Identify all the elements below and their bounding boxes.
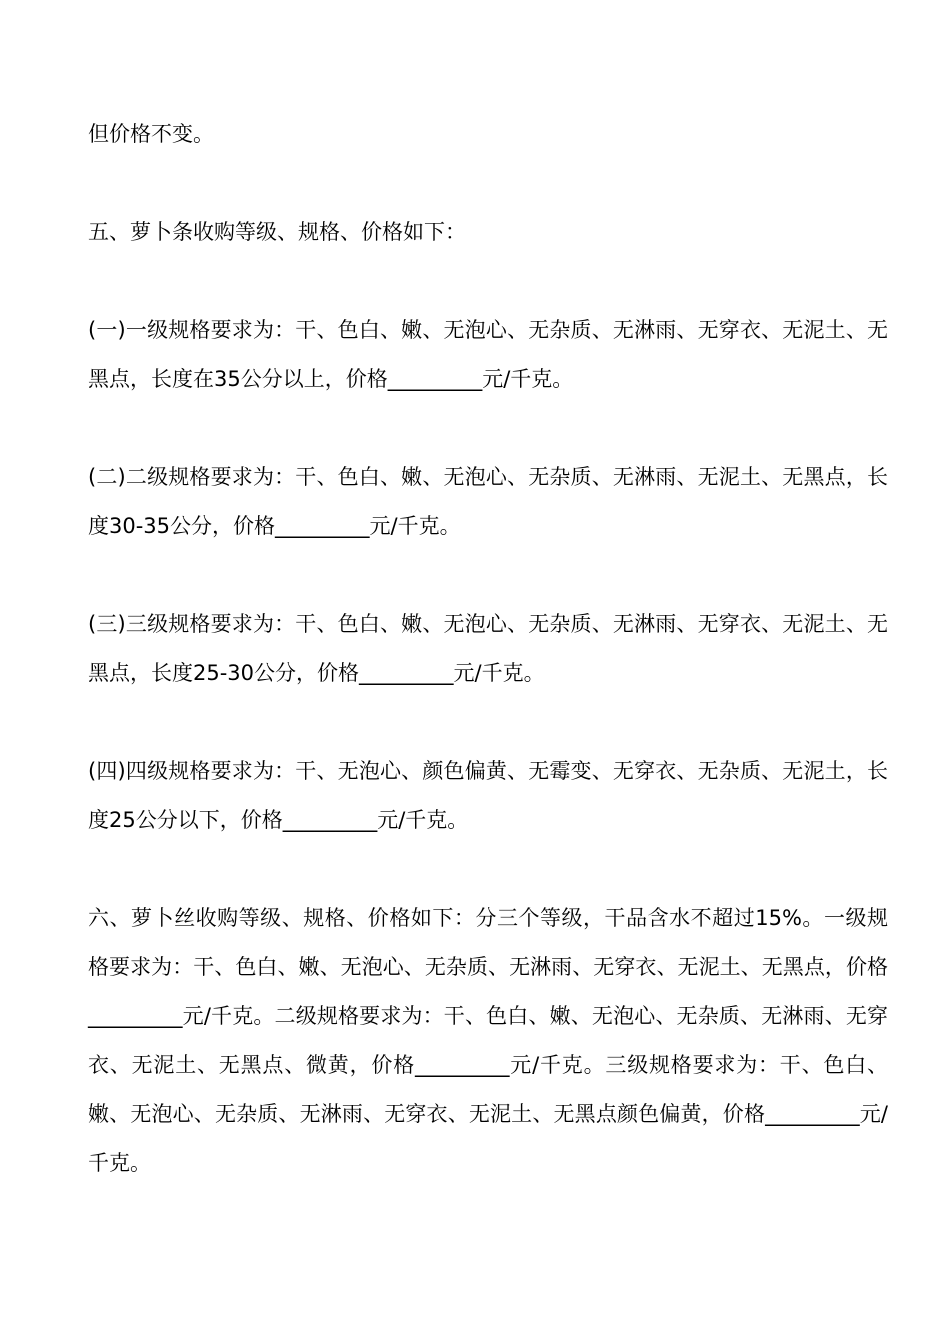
paragraph-price-unchanged: 但价格不变。 bbox=[88, 122, 214, 146]
document-page bbox=[88, 110, 888, 1188]
paragraph-section-five-heading: 五、萝卜条收购等级、规格、价格如下： bbox=[88, 220, 466, 244]
paragraph-grade-three: (三)三级规格要求为：干、色白、嫩、无泡心、无杂质、无淋雨、无穿衣、无泥土、无黑点，长度25-30公分，价格_________元/千克。 bbox=[88, 612, 888, 685]
paragraph-gap bbox=[88, 698, 888, 747]
paragraph-gap bbox=[88, 159, 888, 208]
paragraph-gap bbox=[88, 845, 888, 894]
paragraph-grade-four: (四)四级规格要求为：干、无泡心、颜色偏黄、无霉变、无穿衣、无杂质、无泥土，长度25公分以下，价格_________元/千克。 bbox=[88, 759, 888, 832]
paragraph-gap bbox=[88, 257, 888, 306]
paragraph-gap bbox=[88, 551, 888, 600]
paragraph-grade-two: (二)二级规格要求为：干、色白、嫩、无泡心、无杂质、无淋雨、无泥土、无黑点，长度30-35公分，价格_________元/千克。 bbox=[88, 465, 888, 538]
paragraph-section-six: 六、萝卜丝收购等级、规格、价格如下：分三个等级，干品含水不超过15%。一级规格要求为：干、色白、嫩、无泡心、无杂质、无淋雨、无穿衣、无泥土、无黑点，价格_________元/千克。二级规格要求为：干、色白、嫩、无泡心、无杂质、无淋雨、无穿衣、无泥土、无黑点、微黄，价格_________元/千克。三级规格要求为：干、色白、嫩、无泡心、无杂质、无淋雨、无穿衣、无泥土、无黑点颜色偏黄，价格_________元/千克。 bbox=[88, 906, 888, 1175]
paragraph-gap bbox=[88, 404, 888, 453]
paragraph-grade-one: (一)一级规格要求为：干、色白、嫩、无泡心、无杂质、无淋雨、无穿衣、无泥土、无黑点，长度在35公分以上，价格_________元/千克。 bbox=[88, 318, 888, 391]
